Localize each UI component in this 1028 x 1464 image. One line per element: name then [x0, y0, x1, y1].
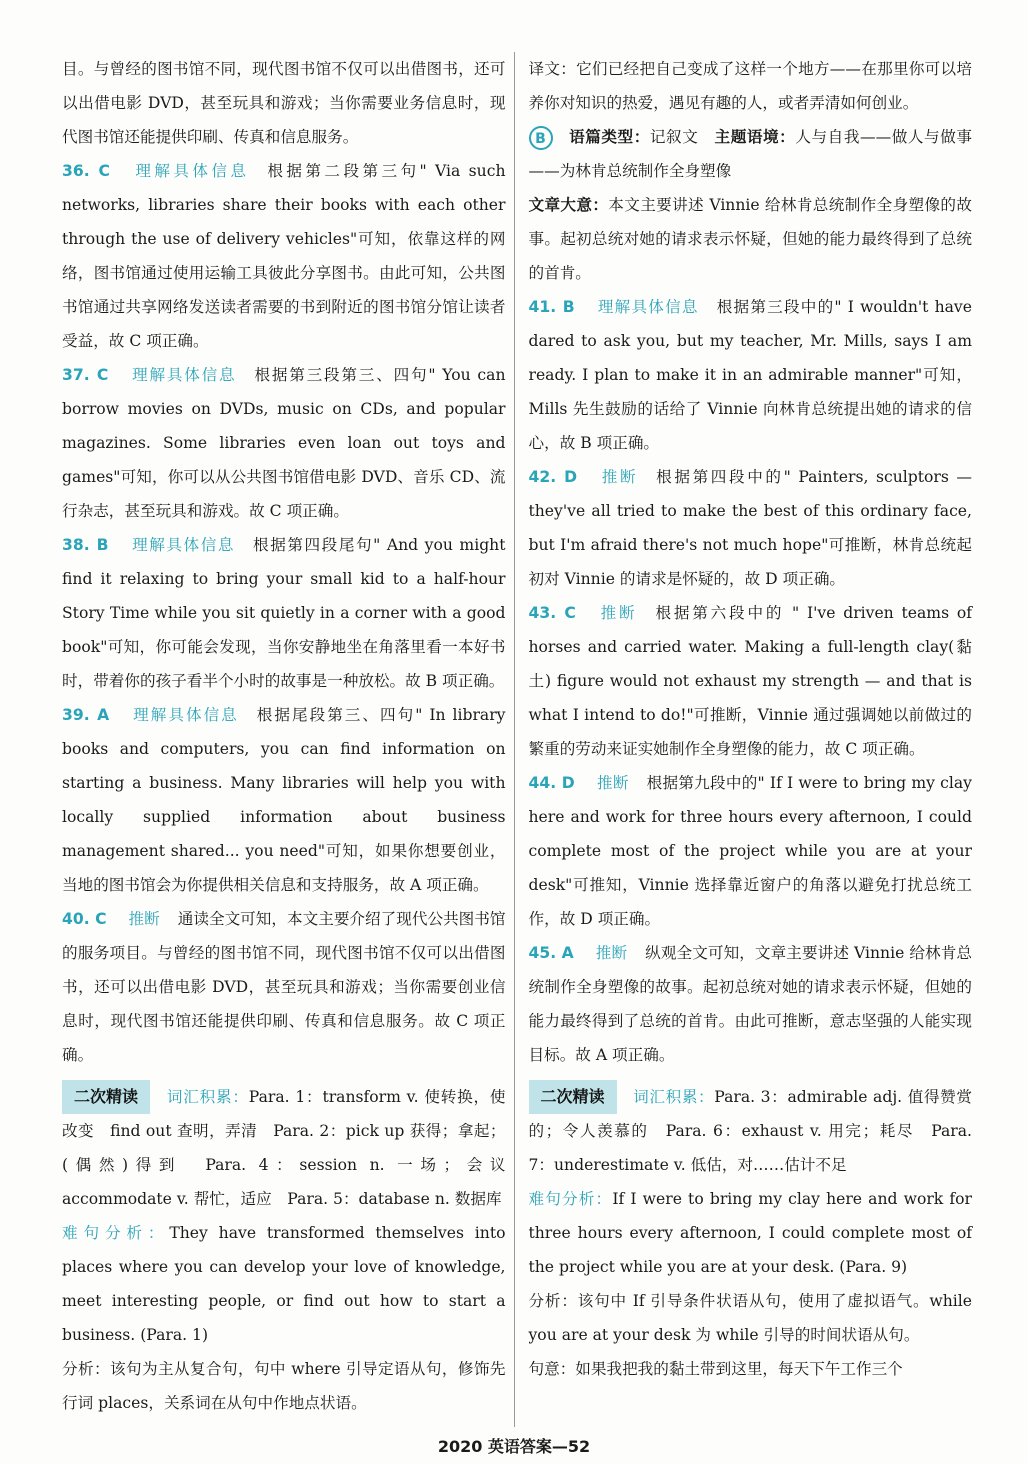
answer-38 [62, 528, 506, 698]
answer-text: 根据第三段中的" I wouldn't have dared to ask you, but my teacher, Mr. Mills, says I am ready. I plan to make it in an admirable manner"可知，Mills 先生鼓励的话给了 Vinnie 向林肯总统提出她的请求的信心，故 B 项正确。 [528, 298, 972, 452]
meaning-text: 句意：如果我把我的黏土带到这里，每天下午工作三个 [528, 1360, 903, 1378]
answer-number: 45. A [528, 944, 574, 962]
answer-45 [529, 936, 973, 1072]
vocab-block [529, 1080, 973, 1182]
answer-number: 37. C [62, 366, 109, 384]
answer-37 [62, 358, 506, 528]
summary [529, 188, 973, 290]
answer-text: 根据第九段中的" If I were to bring my clay here and work for three hours every afternoon, I could complete most of the project while you are at your desk"可推知，Vinnie 选择靠近窗户的角落以避免打扰总统工作，故 D 项正确。 [528, 774, 972, 928]
page [62, 52, 972, 1427]
answer-text: 纵观全文可知，文章主要讲述 Vinnie 给林肯总统制作全身塑像的故事。起初总统对她的请求表示怀疑，但她的能力最终得到了总统的首肯。由此可推断，意志坚强的人能实现目标。故 A 项正确。 [528, 944, 972, 1064]
hard-tag: 难句分析： [62, 1224, 170, 1242]
answer-tag: 推断 [128, 910, 160, 928]
analysis-text: 分析：该句为主从复合句，句中 where 引导定语从句，修饰先行词 places，关系词在从句中作地点状语。 [62, 1360, 506, 1412]
translation-text: 译文：它们已经把自己变成了这样一个地方——在那里你可以培养你对知识的热爱，遇见有趣的人，或者弄清如何创业。 [528, 60, 972, 112]
answer-tag: 理解具体信息 [131, 706, 239, 724]
vocab-text: Para. 1：transform v. 使转换，使改变 find out 查明，弄清 Para. 2：pick up 获得；拿起；(偶然)得到 Para. 4：session n. 一场；会议 accommodate v. 帮忙，适应 Para. 5：database n. 数据库 [62, 1088, 522, 1208]
answer-text: 根据第四段中的" Painters, sculptors — they've all tried to make the best of this ordinary face, but I'm afraid there's not much hope"可推断，林肯总统起初对 Vinnie 的请求是怀疑的，故 D 项正确。 [528, 468, 973, 588]
answer-40 [62, 902, 506, 1072]
answer-41 [529, 290, 973, 460]
answer-number: 36. C [62, 162, 110, 180]
vocab-tag: 词汇积累： [632, 1088, 715, 1106]
theme-label: 主题语境： [714, 128, 796, 146]
answer-tag: 推断 [597, 604, 638, 622]
answer-tag: 推断 [599, 468, 639, 486]
answer-42 [529, 460, 973, 596]
vocab-text: Para. 3：admirable adj. 值得赞赏的；令人羡慕的 Para. 6：exhaust v. 用完；耗尽 Para. 7：underestimate v. 低估，对……估计不足 [528, 1088, 972, 1174]
answer-tag: 理解具体信息 [130, 366, 237, 384]
answer-text: 根据第三段第三、四句" You can borrow movies on DVDs, music on CDs, and popular magazines. Some libraries even loan out toys and games"可知，你可以从公共图书馆借电影 DVD、音乐 CD、流行杂志，甚至玩具和游戏。故 C 项正确。 [62, 366, 506, 520]
genre-label: 语篇类型： [568, 128, 650, 146]
hard-sentence [62, 1216, 506, 1352]
page-footer: 2020 英语答案—52 [437, 1437, 591, 1456]
answer-text: 根据第六段中的 " I've driven teams of horses and carried water. Making a full-length clay(黏土) figure would not exhaust my strength — and that is what I intend to do!"可推断，Vinnie 通过强调她以前做过的繁重的劳动来证实她制作全身塑像的能力，故 C 项正确。 [528, 604, 972, 758]
answer-tag: 理解具体信息 [596, 298, 699, 316]
answer-number: 43. C [528, 604, 576, 622]
passage-info [529, 120, 973, 188]
vocab-block [62, 1080, 522, 1216]
hard-sentence [529, 1182, 973, 1284]
theme-value: 人与自我——做人与做事——为林肯总统制作全身塑像 [528, 128, 972, 180]
answer-number: 42. D [528, 468, 578, 486]
answer-39 [62, 698, 506, 902]
answer-36 [62, 154, 506, 358]
answer-text: 根据尾段第三、四句" In library books and computers, you can find information on starting a business. Many libraries will help you with locally supplied information about business management shared... you need"可知，如果你想要创业，当地的图书馆会为你提供相关信息和支持服务，故 A 项正确。 [62, 706, 506, 894]
answer-number: 39. A [62, 706, 110, 724]
answer-number: 38. B [62, 536, 109, 554]
answer-number: 44. D [528, 774, 575, 792]
right-column [514, 52, 973, 1427]
left-column [62, 52, 522, 1427]
answer-text: 根据第四段尾句" And you might find it relaxing to bring your small kid to a half-hour Story Time while you sit quietly in a corner with a good book"可知，你可能会发现，当你安静地坐在角落里看一本好书时，带着你的孩子看半个小时的故事是一种放松。故 B 项正确。 [62, 536, 506, 690]
intro-text: 目。与曾经的图书馆不同，现代图书馆不仅可以出借图书，还可以出借电影 DVD，甚至玩具和游戏；当你需要业务信息时，现代图书馆还能提供印刷、传真和信息服务。 [62, 60, 506, 146]
summary-value: 本文主要讲述 Vinnie 给林肯总统制作全身塑像的故事。起初总统对她的请求表示怀疑，但她的能力最终得到了总统的首肯。 [528, 196, 972, 282]
answer-43 [529, 596, 973, 766]
answer-number: 41. B [528, 298, 575, 316]
section-title: 二次精读 [529, 1080, 617, 1114]
answer-tag: 推断 [595, 944, 628, 962]
answer-44 [529, 766, 973, 936]
answer-number: 40. C [62, 910, 107, 928]
summary-label: 文章大意： [528, 196, 609, 214]
answer-text: 根据第二段第三句" Via such networks, libraries share their books with each other through the use of delivery vehicles"可知，依靠这样的网络，图书馆通过使用运输工具彼此分享图书。由此可知，公共图书馆通过共享网络发送读者需要的书到附近的图书馆分馆让读者受益，故 C 项正确。 [62, 162, 506, 350]
analysis-text: 分析：该句中 If 引导条件状语从句，使用了虚拟语气。while you are at your desk 为 while 引导的时间状语从句。 [528, 1292, 972, 1344]
answer-tag: 理解具体信息 [131, 162, 250, 180]
hard-text: If I were to bring my clay here and work for three hours every afternoon, I could complete most of the project while you are at your desk. (Para. 9) [528, 1190, 972, 1276]
answer-tag: 理解具体信息 [130, 536, 236, 554]
genre-value: 记叙文 [649, 128, 699, 146]
answer-tag: 推断 [596, 774, 629, 792]
answer-text: 通读全文可知，本文主要介绍了现代公共图书馆的服务项目。与曾经的图书馆不同，现代图书馆不仅可以出借图书，还可以出借电影 DVD，甚至玩具和游戏；当你需要创业信息时，现代图书馆还能提供印刷、传真和信息服务。故 C 项正确。 [62, 910, 506, 1064]
passage-b-badge: B [529, 126, 553, 150]
section-title: 二次精读 [62, 1080, 150, 1114]
hard-text: They have transformed themselves into places where you can develop your love of knowledge, meet interesting people, or find out how to start a business. (Para. 1) [62, 1224, 506, 1344]
vocab-tag: 词汇积累： [166, 1088, 249, 1106]
hard-tag: 难句分析： [528, 1190, 613, 1208]
